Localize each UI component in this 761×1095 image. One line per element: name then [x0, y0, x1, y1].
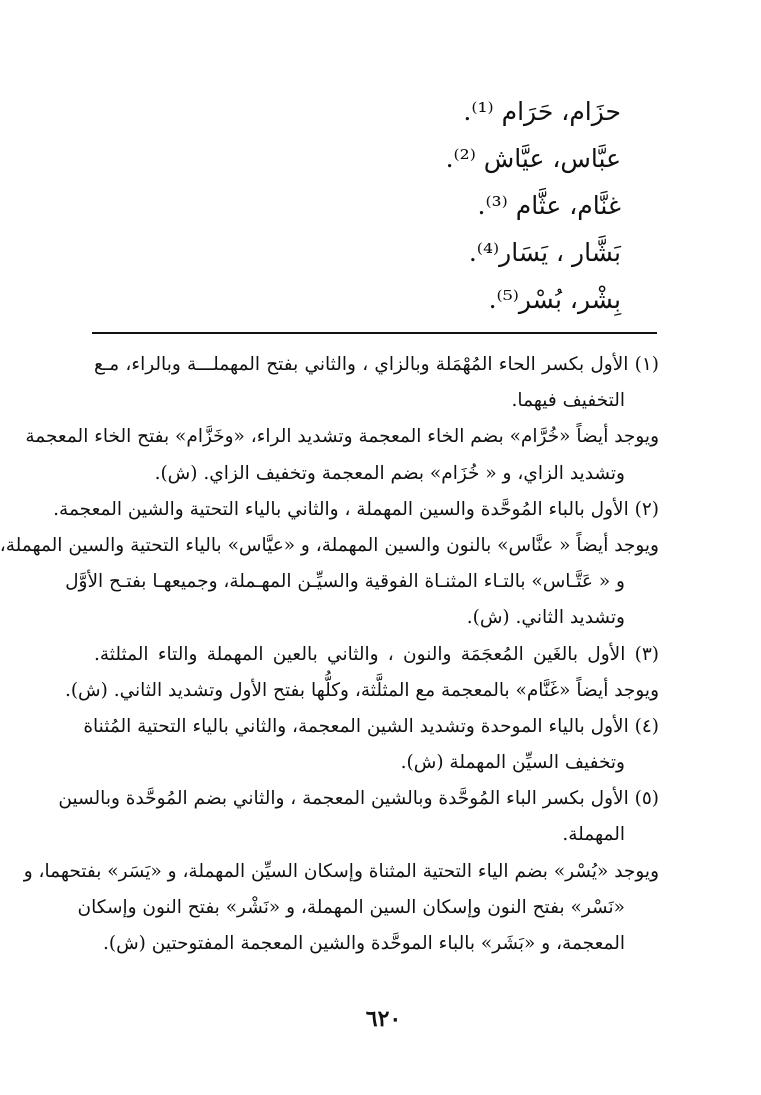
footnote-line: (٥) الأول بكسر الباء المُوحَّدة وبالشين المعجمة ، والثاني بضم المُوحَّدة وبالسين [58, 788, 659, 810]
footnote-line: ويوجد أيضاً « عنَّاس» بالنون والسين المهملة، و «عيَّاس» بالياء التحتية والسين المهملة، [0, 534, 659, 556]
footnote-line: ويوجد أيضاً «غَنَّام» بالمعجمة مع المثلَّثة، وكلُّها بفتح الأول وتشديد الثاني. (ش). [64, 679, 659, 701]
footnote-separator [92, 332, 657, 334]
footnote-line: التخفيف فيهما. [511, 390, 625, 412]
footnote-line: (٢) الأول بالباء المُوحَّدة والسين المهملة ، والثاني بالياء التحتية والشين المعجمة. [53, 498, 659, 520]
footnotes [0, 347, 659, 962]
names-list [321, 88, 621, 323]
name-line-2: عبَّاس، عيَّاش ⁽²⁾. [445, 144, 621, 173]
name-line-5: بِشْر، بُسْر⁽⁵⁾. [488, 285, 621, 314]
footnote-line: (٣) الأول بالغَين المُعجَمَة والنون ، والثاني بالعين المهملة والتاء المثلثة. [94, 643, 659, 665]
footnote-line: ويوجد «يُسْر» بضم الياء التحتية المثناة وإسكان السيِّن المهملة، و «يَسَر» بفتحهما، و [23, 860, 659, 882]
footnote-line: وتشديد الزاي، و « خُزَام» بضم المعجمة وتخفيف الزاي. (ش). [154, 462, 625, 484]
footnote-line: (٤) الأول بالياء الموحدة وتشديد الشين المعجمة، والثاني بالياء التحتية المُثناة [83, 715, 659, 737]
name-line-3: غنَّام، عثَّام ⁽³⁾. [477, 191, 621, 220]
footnote-line: ويوجد أيضاً «خُرَّام» بضم الخاء المعجمة وتشديد الراء، «وخَزَّام» بفتح الخاء المعجمة [25, 426, 659, 448]
footnote-line: المهملة. [562, 824, 625, 846]
footnote-line: وتخفيف السيِّن المهملة (ش). [400, 752, 625, 774]
page-number: ٦٢٠ [365, 1006, 402, 1032]
name-line-1: حزَام، حَرَام ⁽¹⁾. [463, 97, 621, 126]
footnote-line: (١) الأول بكسر الحاء المُهْمَلة وبالزاي ، والثاني بفتح المهملـــة وبالراء، مـع [94, 354, 659, 375]
footnote-line: المعجمة، و «بَشَر» بالباء الموحَّدة والشين المعجمة المفتوحتين (ش). [103, 933, 625, 954]
footnote-line: وتشديد الثاني. (ش). [466, 607, 625, 629]
footnote-line: «نَسْر» بفتح النون وإسكان السين المهملة، و «نَشْر» بفتح النون وإسكان [77, 896, 625, 918]
footnote-line: و « عَتَّـاس» بالتـاء المثنـاة الفوقية والسيِّـن المهـملة، وجميعهـا بفتـح الأوَّل [65, 571, 625, 593]
name-line-4: بَشَّار ، يَسَار⁽⁴⁾. [468, 238, 621, 267]
